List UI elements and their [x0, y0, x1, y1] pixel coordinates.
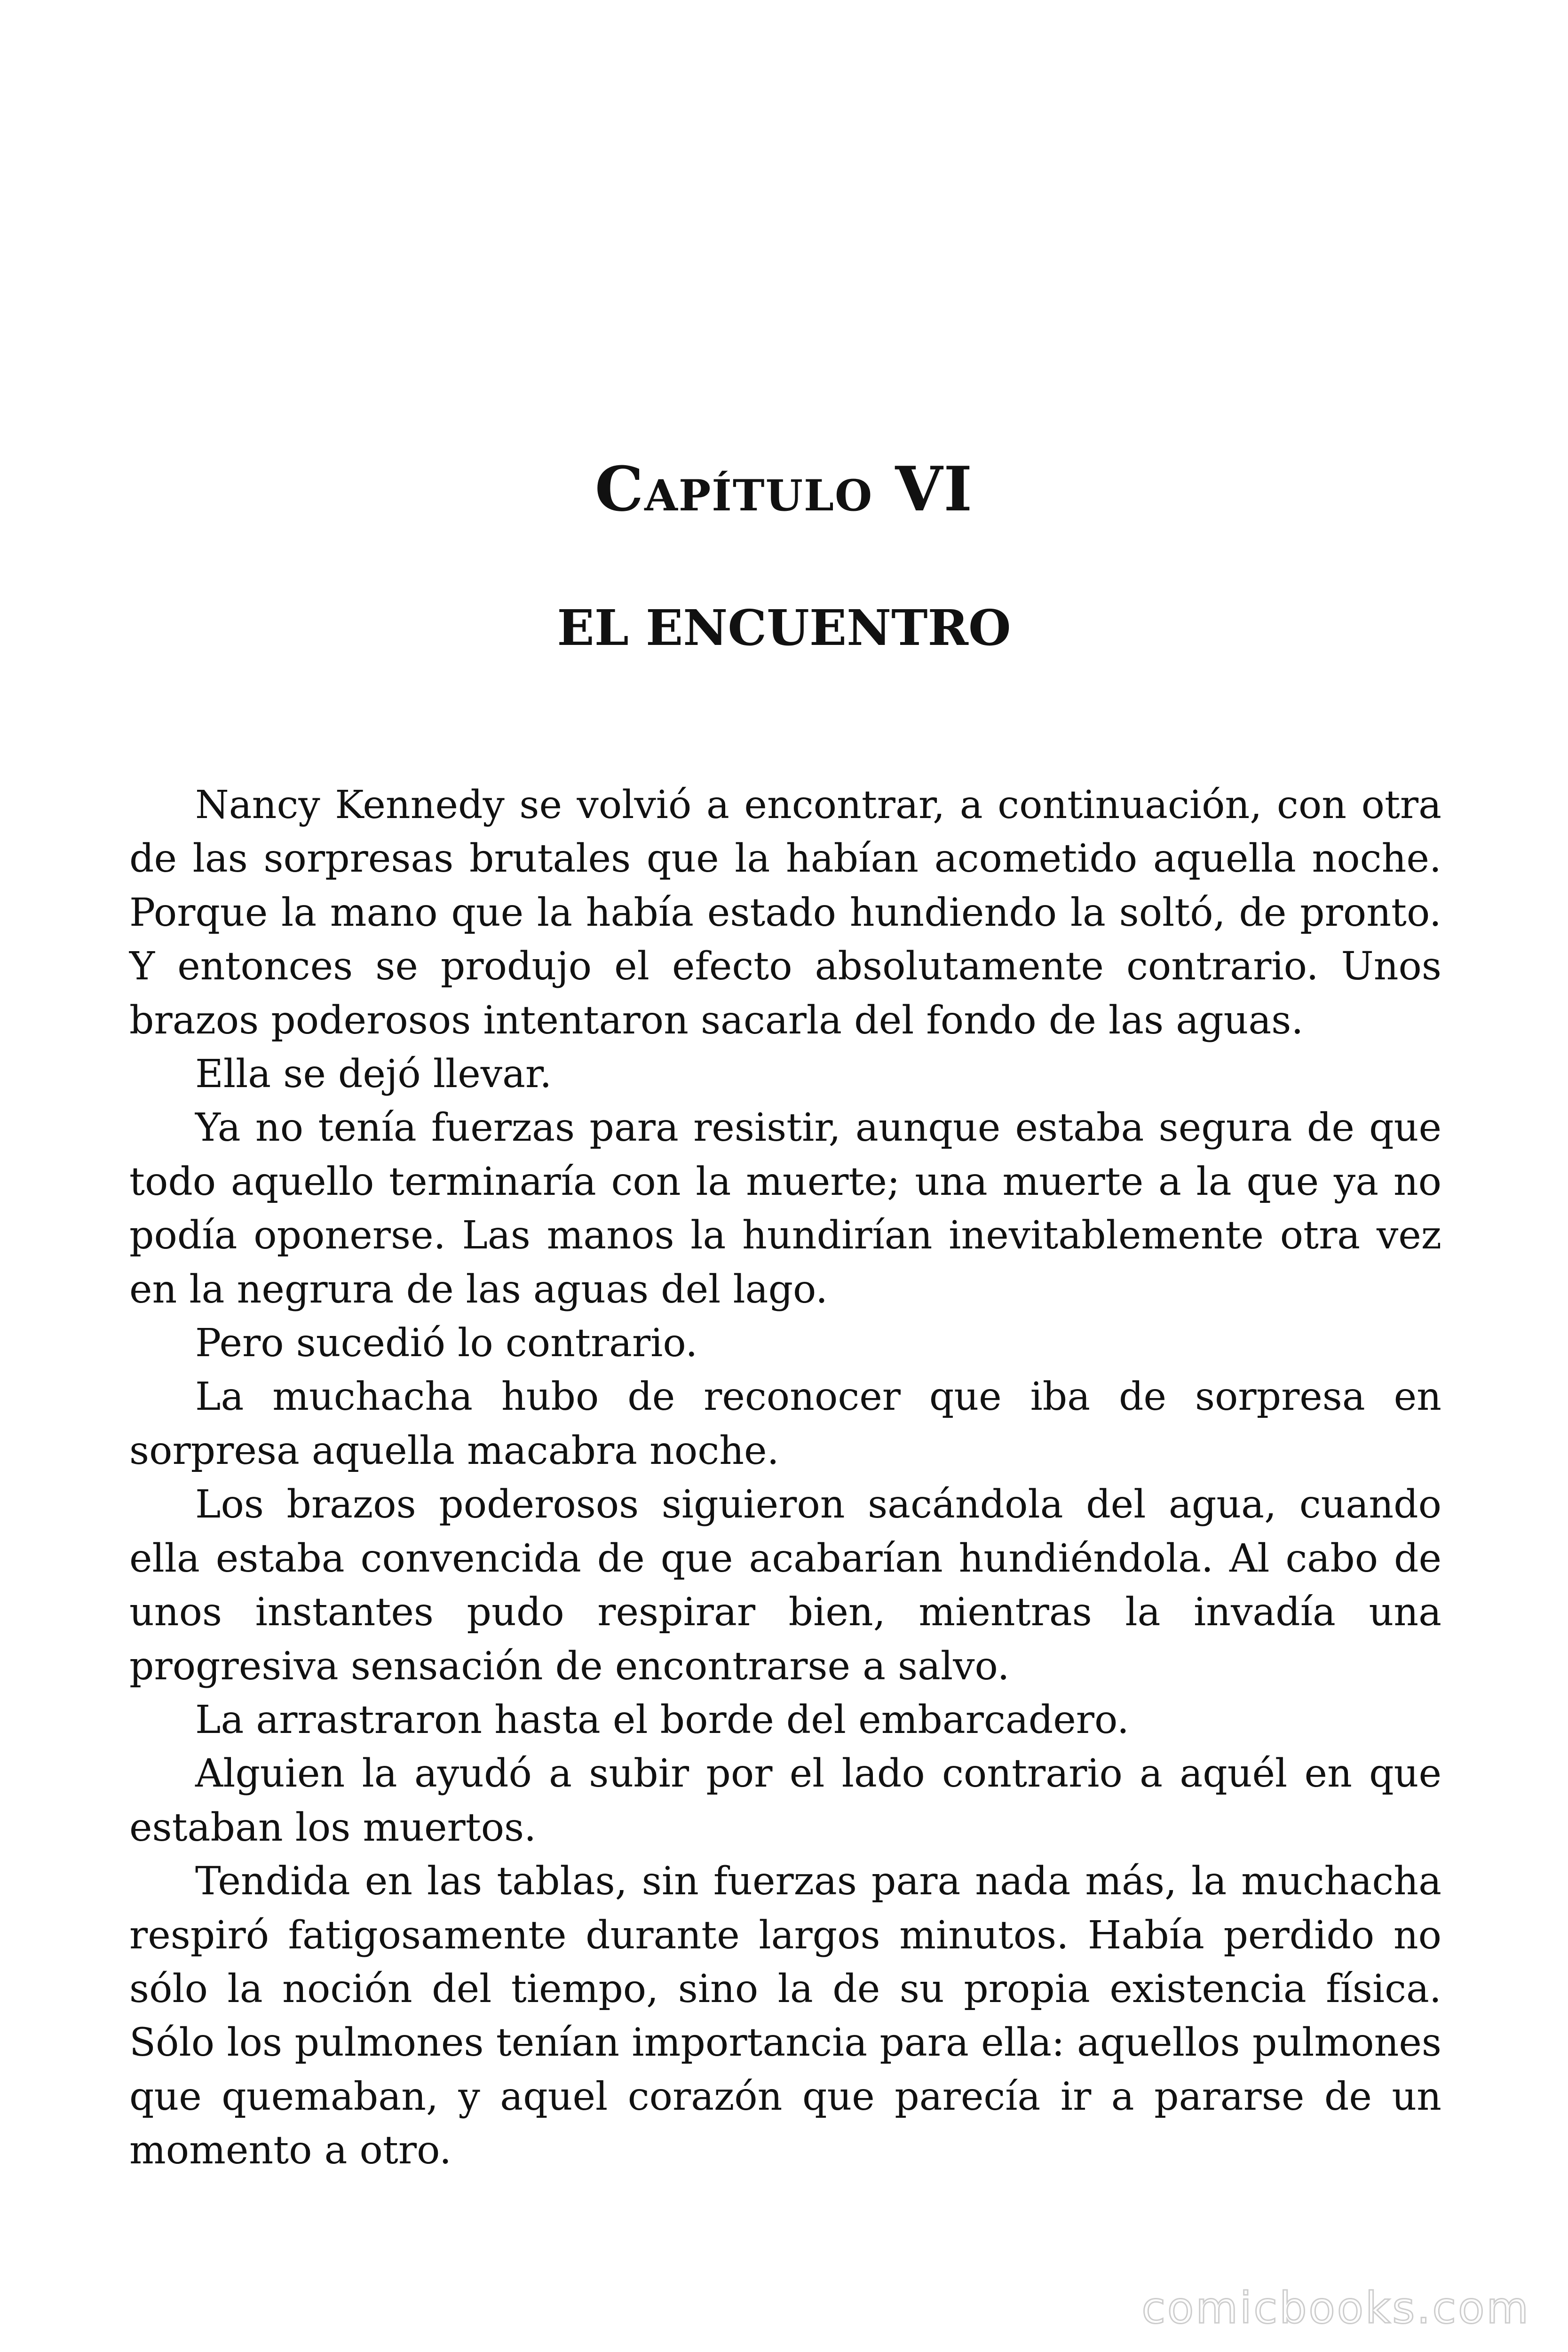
- chapter-heading: [0, 452, 1568, 527]
- paragraph: Pero sucedió lo contrario.: [195, 1321, 698, 1366]
- chapter-body: [129, 779, 1441, 2178]
- watermark: comicbooks.com: [1141, 2283, 1530, 2333]
- paragraph: Ella se dejó llevar.: [195, 1052, 552, 1097]
- paragraph: La muchacha hubo de reconocer que iba de sorpresa en sorpresa aquella macabra noche.: [129, 1375, 1441, 1473]
- paragraph: Ya no tenía fuerzas para resistir, aunque estaba segura de que todo aquello terminaría con la muerte; una muerte a la que ya no podía oponerse. Las manos la hundirían inevitablemente otra vez en la negrura de las aguas del lago.: [129, 1105, 1441, 1312]
- chapter-number: VI: [895, 453, 974, 525]
- chapter-title: EL ENCUENTRO: [557, 599, 1011, 657]
- chapter-label: Capítulo: [594, 453, 873, 525]
- paragraph: Alguien la ayudó a subir por el lado contrario a aquél en que estaban los muertos.: [129, 1751, 1441, 1850]
- paragraph: Tendida en las tablas, sin fuerzas para nada más, la muchacha respiró fatigosamente durante largos minutos. Había perdido no sólo la noción del tiempo, sino la de su propia existencia física. Sólo los pulmones tenían importancia para ella: aquellos pulmones que quemaban, y aquel corazón que parecía ir a pararse de un momento a otro.: [129, 1859, 1441, 2173]
- paragraph: La arrastraron hasta el borde del embarcadero.: [195, 1697, 1129, 1742]
- paragraph: Los brazos poderosos siguieron sacándola del agua, cuando ella estaba convencida de que acabarían hundiéndola. Al cabo de unos instantes pudo respirar bien, mientras la invadía una progresiva sensación de encontrarse a salvo.: [129, 1482, 1441, 1689]
- paragraph: Nancy Kennedy se volvió a encontrar, a continuación, con otra de las sorpresas brutales que la habían acometido aquella noche. Porque la mano que la había estado hundiendo la soltó, de pronto. Y entonces se produjo el efecto absolutamente contrario. Unos brazos poderosos intentaron sacarla del fondo de las aguas.: [129, 783, 1441, 1043]
